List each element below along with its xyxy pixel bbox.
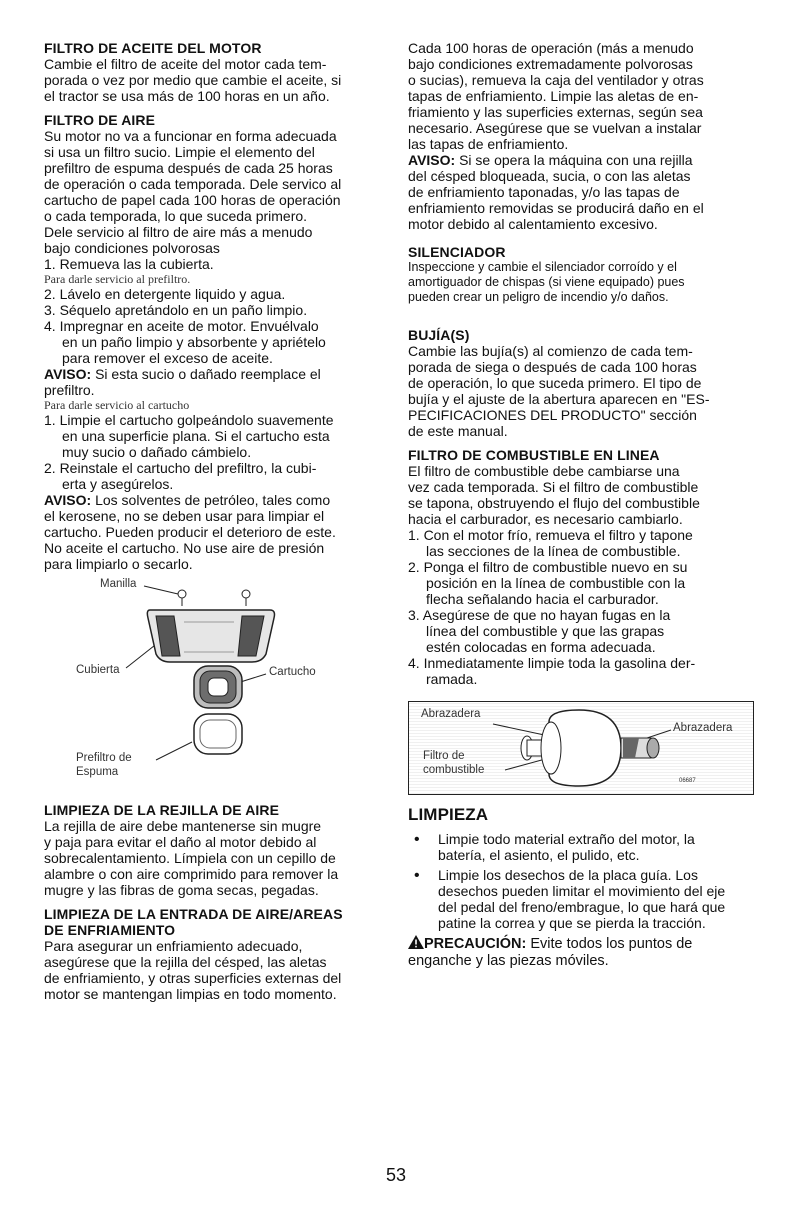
fuel-filter-step: 3. Asegúrese de que no hayan fugas en la bbox=[408, 607, 671, 623]
figure-code: 06687 bbox=[679, 778, 696, 784]
oil-filter-line: porada o vez por medio que cambie el aceite, si bbox=[44, 72, 342, 88]
air-filter-line: si usa un filtro sucio. Limpie el elemento del bbox=[44, 144, 315, 160]
aviso-cooling bbox=[408, 152, 754, 168]
fuel-filter-step: 1. Con el motor frío, remueva el filtro y tapone bbox=[408, 527, 693, 543]
prefilter-subheading: Para darle servicio al prefiltro. bbox=[44, 272, 191, 286]
cooling-line: o sucias), remueva la caja del ventilador y otras bbox=[408, 72, 704, 88]
aviso-cooling-cont: del césped bloqueada, sucia, o con las aletas bbox=[408, 168, 691, 184]
cooling-line: necesario. Asegúrese que se vuelvan a instalar bbox=[408, 120, 702, 136]
air-filter-line: de operación o cada temporada. Dele servico al bbox=[44, 176, 342, 192]
air-filter-line: cartucho de papel cada 100 horas de operación bbox=[44, 192, 341, 208]
fuel-filter-shape bbox=[521, 710, 659, 786]
aviso-cooling-cont: motor debido al calentamiento excesivo. bbox=[408, 216, 658, 232]
intake-heading: LIMPIEZA DE LA ENTRADA DE AIRE/AREAS bbox=[44, 906, 343, 922]
cartridge-step: 1. Limpie el cartucho golpeándolo suavemente bbox=[44, 412, 334, 428]
grille-line: mugre y las fibras de goma secas, pegadas. bbox=[44, 882, 319, 898]
caution-label: PRECAUCIÓN: bbox=[424, 936, 527, 952]
air-filter-step: 4. Impregnar en aceite de motor. Envuélvalo bbox=[44, 318, 319, 334]
grille-line: alambre o con aire comprimido para remover la bbox=[44, 866, 339, 882]
intake-line: de enfriamiento, y otras superficies externas del bbox=[44, 970, 342, 986]
air-filter-line: o cada temporada, lo que suceda primero. bbox=[44, 208, 308, 224]
fuel-filter-step-cont: ramada. bbox=[426, 671, 478, 687]
spark-plug-line: de este manual. bbox=[408, 423, 508, 439]
fuel-filter-line: vez cada temporada. Si el filtro de combustible bbox=[408, 479, 699, 495]
fuel-filter-line: se tapona, obstruyendo el flujo del combustible bbox=[408, 495, 700, 511]
cleaning-bullet-line: Limpie todo material extraño del motor, la bbox=[438, 831, 695, 847]
aviso-solvents-cont: el kerosene, no se deben usar para limpiar el bbox=[44, 508, 325, 524]
cleaning-bullet-line: Limpie los desechos de la placa guía. Los bbox=[438, 867, 698, 883]
aviso-solvents bbox=[44, 492, 388, 508]
air-filter-line: Su motor no va a funcionar en forma adecuada bbox=[44, 128, 337, 144]
spark-plug-line: PECIFICACIONES DEL PRODUCTO" sección bbox=[408, 407, 697, 423]
aviso-label: AVISO: bbox=[44, 366, 92, 382]
figure-label-combustible: combustible bbox=[423, 764, 485, 776]
bullet-icon: • bbox=[414, 867, 420, 884]
figure-label-cartucho: Cartucho bbox=[269, 666, 316, 678]
grille-line: sobrecalentamiento. Límpiela con un cepillo de bbox=[44, 850, 336, 866]
aviso-text: Si se opera la máquina con una rejilla bbox=[455, 152, 693, 168]
aviso-prefilter-cont: prefiltro. bbox=[44, 382, 95, 398]
cleaning-bullet-line: patine la correa y que se pierda la tracción. bbox=[438, 915, 706, 931]
fuel-filter-step-cont: línea del combustible y que las grapas bbox=[426, 623, 665, 639]
cooling-line: tapas de enfriamiento. Limpie las aletas de en- bbox=[408, 88, 699, 104]
cartridge-shape bbox=[194, 666, 242, 708]
muffler-heading: SILENCIADOR bbox=[408, 244, 506, 260]
figure-label-manilla: Manilla bbox=[100, 578, 137, 590]
aviso-label: AVISO: bbox=[408, 152, 456, 168]
figure-label-espuma: Espuma bbox=[76, 766, 119, 778]
cartridge-step-cont: en una superficie plana. Si el cartucho esta bbox=[62, 428, 330, 444]
air-filter-line: prefiltro de espuma después de cada 25 horas bbox=[44, 160, 333, 176]
right-column bbox=[408, 40, 754, 970]
oil-filter-line: Cambie el filtro de aceite del motor cada tem- bbox=[44, 56, 327, 72]
left-column bbox=[44, 40, 388, 1002]
spark-plug-line: Cambie las bujía(s) al comienzo de cada tem- bbox=[408, 343, 693, 359]
muffler-line: amortiguador de chispas (si viene equipado) pues bbox=[408, 275, 685, 289]
warning-icon bbox=[408, 935, 424, 949]
air-filter-figure bbox=[44, 576, 388, 794]
cartridge-step-cont: muy sucio o dañado cámbielo. bbox=[62, 444, 252, 460]
fuel-filter-step-cont: las secciones de la línea de combustible. bbox=[426, 543, 681, 559]
fuel-filter-step-cont: estén colocadas en forma adecuada. bbox=[426, 639, 656, 655]
muffler-line: Inspeccione y cambie el silenciador corroído y el bbox=[408, 260, 677, 274]
page-number: 53 bbox=[385, 1165, 407, 1185]
air-filter-line: bajo condiciones polvorosas bbox=[44, 240, 220, 256]
air-filter-step: 3. Séquelo apretándolo en un paño limpio. bbox=[44, 302, 308, 318]
cartridge-subheading: Para darle servicio al cartucho bbox=[44, 398, 190, 412]
cartridge-step: 2. Reinstale el cartucho del prefiltro, la cubi- bbox=[44, 460, 317, 476]
muffler-line: pueden crear un peligro de incendio y/o daños. bbox=[408, 290, 669, 304]
figure-label-abrazadera-left: Abrazadera bbox=[421, 708, 481, 720]
air-filter-step-cont: en un paño limpio y absorbente y apriételo bbox=[62, 334, 326, 350]
fuel-filter-step-cont: posición en la línea de combustible con la bbox=[426, 575, 686, 591]
spark-plug-line: de operación, lo que suceda primero. El tipo de bbox=[408, 375, 702, 391]
foam-prefilter-shape bbox=[194, 714, 242, 754]
aviso-solvents-cont: No aceite el cartucho. No use aire de presión bbox=[44, 540, 325, 556]
cooling-line: friamiento y las superficies externas, según sea bbox=[408, 104, 703, 120]
intake-line: asegúrese que la rejilla del césped, las aletas bbox=[44, 954, 327, 970]
grille-line: y paja para evitar el daño al motor debido al bbox=[44, 834, 317, 850]
caution-text: Evite todos los puntos de bbox=[526, 936, 693, 952]
oil-filter-line: el tractor se usa más de 100 horas en un año. bbox=[44, 88, 330, 104]
cooling-line: bajo condiciones extremadamente polvorosas bbox=[408, 56, 693, 72]
cleaning-bullet-line: desechos pueden limitar el movimiento del eje bbox=[438, 883, 726, 899]
air-filter-heading: FILTRO DE AIRE bbox=[44, 112, 156, 128]
cleaning-bullet bbox=[408, 867, 754, 931]
spark-plug-line: porada de siega o después de cada 100 horas bbox=[408, 359, 697, 375]
aviso-solvents-cont: para limpiarlo o secarlo. bbox=[44, 556, 193, 572]
figure-label-filtro: Filtro de bbox=[423, 750, 465, 762]
fuel-filter-line: El filtro de combustible debe cambiarse una bbox=[408, 463, 680, 479]
figure-label-prefiltro: Prefiltro de bbox=[76, 752, 132, 764]
intake-heading-cont: DE ENFRIAMIENTO bbox=[44, 922, 176, 938]
aviso-prefilter bbox=[44, 366, 388, 382]
aviso-label: AVISO: bbox=[44, 492, 92, 508]
cleaning-heading: LIMPIEZA bbox=[408, 805, 489, 824]
intake-line: Para asegurar un enfriamiento adecuado, bbox=[44, 938, 303, 954]
fuel-filter-step: 4. Inmediatamente limpie toda la gasolina der- bbox=[408, 655, 696, 671]
fuel-filter-step-cont: flecha señalando hacia el carburador. bbox=[426, 591, 659, 607]
cleaning-bullet-line: del pedal del freno/embrague, lo que hará que bbox=[438, 899, 726, 915]
spark-plug-heading: BUJÍA(S) bbox=[408, 327, 470, 343]
fuel-filter-step: 2. Ponga el filtro de combustible nuevo en su bbox=[408, 559, 688, 575]
figure-label-abrazadera-right: Abrazadera bbox=[673, 722, 733, 734]
figure-label-cubierta: Cubierta bbox=[76, 664, 120, 676]
cleaning-bullet-line: batería, el asiento, el pulido, etc. bbox=[438, 847, 640, 863]
aviso-text: Los solventes de petróleo, tales como bbox=[91, 492, 331, 508]
aviso-solvents-cont: cartucho. Pueden producir el deterioro de este. bbox=[44, 524, 336, 540]
air-filter-line: Dele servicio al filtro de aire más a menudo bbox=[44, 224, 313, 240]
intake-line: motor se mantengan limpias en todo momento. bbox=[44, 986, 337, 1002]
fuel-filter-heading: FILTRO DE COMBUSTIBLE EN LINEA bbox=[408, 447, 660, 463]
cooling-line: las tapas de enfriamiento. bbox=[408, 136, 569, 152]
cover-shape bbox=[147, 610, 274, 662]
oil-filter-heading: FILTRO DE ACEITE DEL MOTOR bbox=[44, 40, 262, 56]
grille-line: La rejilla de aire debe mantenerse sin mugre bbox=[44, 818, 322, 834]
grille-heading: LIMPIEZA DE LA REJILLA DE AIRE bbox=[44, 802, 280, 818]
bullet-icon: • bbox=[414, 831, 420, 848]
cleaning-bullet bbox=[408, 831, 754, 863]
aviso-cooling-cont: enfriamiento removidas se producirá daño en el bbox=[408, 200, 704, 216]
fuel-filter-line: hacia el carburador, es necesario cambiarlo. bbox=[408, 511, 683, 527]
air-filter-step-cont: para remover el exceso de aceite. bbox=[62, 350, 273, 366]
air-filter-step: 2. Lávelo en detergente liquido y agua. bbox=[44, 286, 286, 302]
cartridge-step-cont: erta y asegúrelos. bbox=[62, 476, 174, 492]
spark-plug-line: bujía y el ajuste de la abertura aparecen en "ES- bbox=[408, 391, 710, 407]
air-filter-step: 1. Remueva las la cubierta. bbox=[44, 256, 214, 272]
aviso-cooling-cont: de enfriamiento taponadas, y/o las tapas de bbox=[408, 184, 680, 200]
caution-statement-cont: enganche y las piezas móviles. bbox=[408, 953, 609, 969]
fuel-filter-figure bbox=[408, 701, 754, 795]
handle-icon bbox=[178, 590, 250, 606]
cooling-line: Cada 100 horas de operación (más a menudo bbox=[408, 40, 694, 56]
aviso-text: Si esta sucio o dañado reemplace el bbox=[91, 366, 321, 382]
caution-statement bbox=[408, 935, 754, 953]
